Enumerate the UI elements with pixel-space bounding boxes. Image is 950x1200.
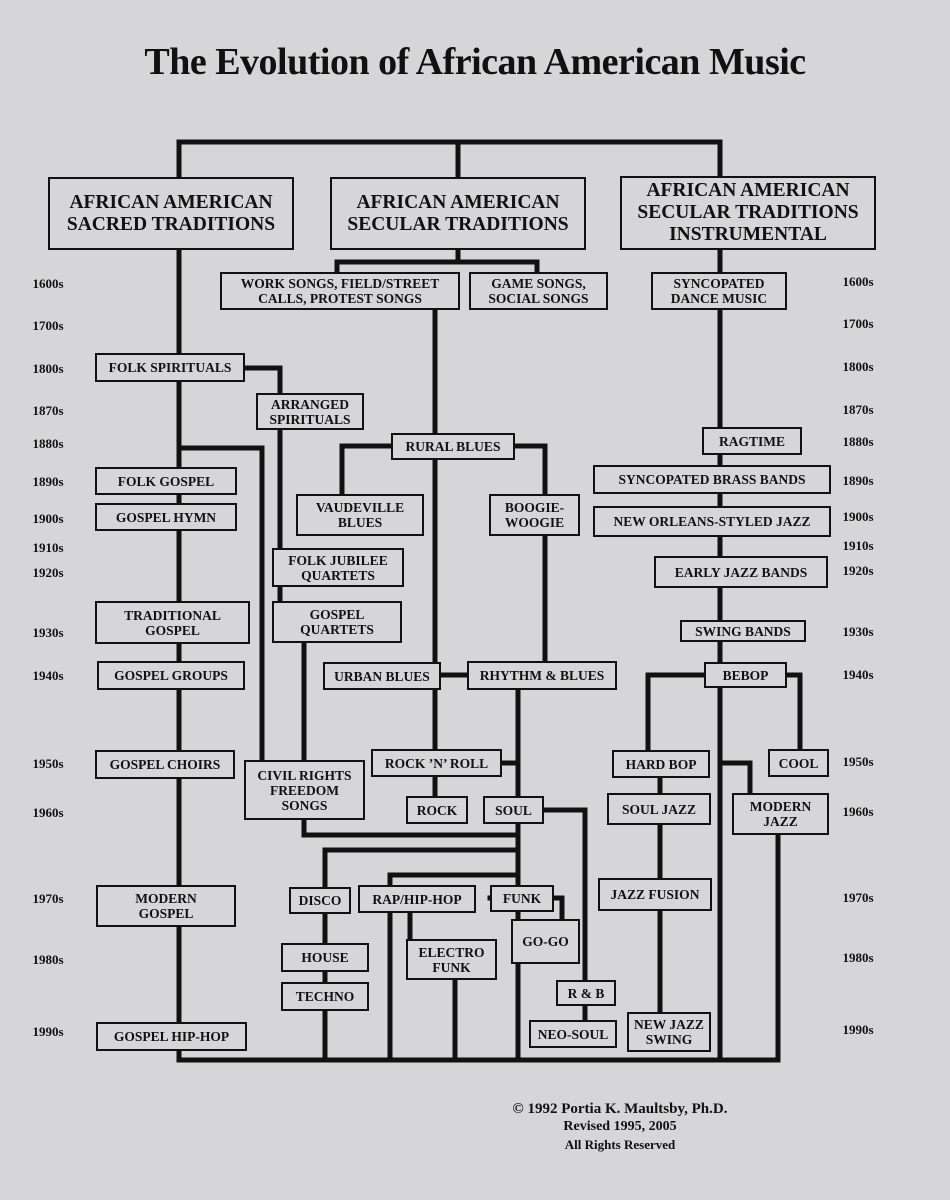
box-ragtime: RAGTIME — [702, 427, 802, 455]
box-electro-funk: ELECTRO FUNK — [406, 939, 497, 980]
box-gospel-hip-hop: GOSPEL HIP-HOP — [96, 1022, 247, 1051]
year-right-1980s: 1980s — [842, 950, 874, 965]
box-folk-jubilee-quartets: FOLK JUBILEE QUARTETS — [272, 548, 404, 587]
year-right-1880s: 1880s — [842, 434, 874, 449]
box-rural-blues: RURAL BLUES — [391, 433, 515, 460]
year-left-1600s: 1600s — [32, 276, 64, 291]
box-disco: DISCO — [289, 887, 351, 914]
box-neo-soul: NEO-SOUL — [529, 1020, 617, 1048]
year-right-1900s: 1900s — [842, 509, 874, 524]
year-left-1800s: 1800s — [32, 361, 64, 376]
box-cool: COOL — [768, 749, 829, 777]
box-swing-bands: SWING BANDS — [680, 620, 806, 642]
box-early-jazz-bands: EARLY JAZZ BANDS — [654, 556, 828, 588]
year-right-1870s: 1870s — [842, 402, 874, 417]
box-syncopated-dance-music: SYNCOPATED DANCE MUSIC — [651, 272, 787, 310]
header-secular-traditions: AFRICAN AMERICAN SECULAR TRADITIONS — [330, 177, 586, 250]
box-techno: TECHNO — [281, 982, 369, 1011]
box-urban-blues: URBAN BLUES — [323, 662, 441, 690]
box-new-jazz-swing: NEW JAZZ SWING — [627, 1012, 711, 1052]
box-bebop: BEBOP — [704, 662, 787, 688]
year-left-1980s: 1980s — [32, 952, 64, 967]
year-right-1950s: 1950s — [842, 754, 874, 769]
box-hard-bop: HARD BOP — [612, 750, 710, 778]
box-r-and-b: R & B — [556, 980, 616, 1006]
box-civil-rights-songs: CIVIL RIGHTS FREEDOM SONGS — [244, 760, 365, 820]
year-left-1950s: 1950s — [32, 756, 64, 771]
year-left-1910s: 1910s — [32, 540, 64, 555]
box-game-songs: GAME SONGS, SOCIAL SONGS — [469, 272, 608, 310]
year-right-1990s: 1990s — [842, 1022, 874, 1037]
header-secular-instrumental: AFRICAN AMERICAN SECULAR TRADITIONS INSTRUMENTAL — [620, 176, 876, 250]
year-left-1870s: 1870s — [32, 403, 64, 418]
year-right-1970s: 1970s — [842, 890, 874, 905]
year-right-1800s: 1800s — [842, 359, 874, 374]
year-left-1940s: 1940s — [32, 668, 64, 683]
box-rap-hip-hop: RAP/HIP-HOP — [358, 885, 476, 913]
box-traditional-gospel: TRADITIONAL GOSPEL — [95, 601, 250, 644]
year-right-1940s: 1940s — [842, 667, 874, 682]
year-left-1990s: 1990s — [32, 1024, 64, 1039]
box-work-songs: WORK SONGS, FIELD/STREET CALLS, PROTEST SONGS — [220, 272, 460, 310]
box-rock: ROCK — [406, 796, 468, 824]
box-rhythm-and-blues: RHYTHM & BLUES — [467, 661, 617, 690]
box-gospel-quartets: GOSPEL QUARTETS — [272, 601, 402, 643]
box-go-go: GO-GO — [511, 919, 580, 964]
box-soul-jazz: SOUL JAZZ — [607, 793, 711, 825]
footer-copyright: © 1992 Portia K. Maultsby, Ph.D. — [512, 1101, 728, 1117]
year-right-1890s: 1890s — [842, 473, 874, 488]
year-left-1880s: 1880s — [32, 436, 64, 451]
box-folk-spirituals: FOLK SPIRITUALS — [95, 353, 245, 382]
page-title: The Evolution of African American Music — [144, 41, 806, 83]
year-right-1700s: 1700s — [842, 316, 874, 331]
box-vaudeville-blues: VAUDEVILLE BLUES — [296, 494, 424, 536]
year-right-1960s: 1960s — [842, 804, 874, 819]
box-gospel-choirs: GOSPEL CHOIRS — [95, 750, 235, 779]
box-boogie-woogie: BOOGIE- WOOGIE — [489, 494, 580, 536]
year-left-1920s: 1920s — [32, 565, 64, 580]
year-left-1890s: 1890s — [32, 474, 64, 489]
box-modern-gospel: MODERN GOSPEL — [96, 885, 236, 927]
year-left-1900s: 1900s — [32, 511, 64, 526]
year-left-1970s: 1970s — [32, 891, 64, 906]
box-arranged-spirituals: ARRANGED SPIRITUALS — [256, 393, 364, 430]
box-funk: FUNK — [490, 885, 554, 912]
year-right-1930s: 1930s — [842, 624, 874, 639]
year-left-1930s: 1930s — [32, 625, 64, 640]
year-right-1600s: 1600s — [842, 274, 874, 289]
year-left-1700s: 1700s — [32, 318, 64, 333]
box-gospel-groups: GOSPEL GROUPS — [97, 661, 245, 690]
year-right-1920s: 1920s — [842, 563, 874, 578]
year-right-1910s: 1910s — [842, 538, 874, 553]
box-gospel-hymn: GOSPEL HYMN — [95, 503, 237, 531]
box-syncopated-brass-bands: SYNCOPATED BRASS BANDS — [593, 465, 831, 494]
footer-rights: All Rights Reserved — [564, 1137, 676, 1152]
box-rock-n-roll: ROCK ’N’ ROLL — [371, 749, 502, 777]
box-jazz-fusion: JAZZ FUSION — [598, 878, 712, 911]
box-house: HOUSE — [281, 943, 369, 972]
box-modern-jazz: MODERN JAZZ — [732, 793, 829, 835]
header-sacred-traditions: AFRICAN AMERICAN SACRED TRADITIONS — [48, 177, 294, 250]
box-folk-gospel: FOLK GOSPEL — [95, 467, 237, 495]
box-soul: SOUL — [483, 796, 544, 824]
year-left-1960s: 1960s — [32, 805, 64, 820]
box-new-orleans-jazz: NEW ORLEANS-STYLED JAZZ — [593, 506, 831, 537]
footer-revised: Revised 1995, 2005 — [563, 1119, 677, 1134]
